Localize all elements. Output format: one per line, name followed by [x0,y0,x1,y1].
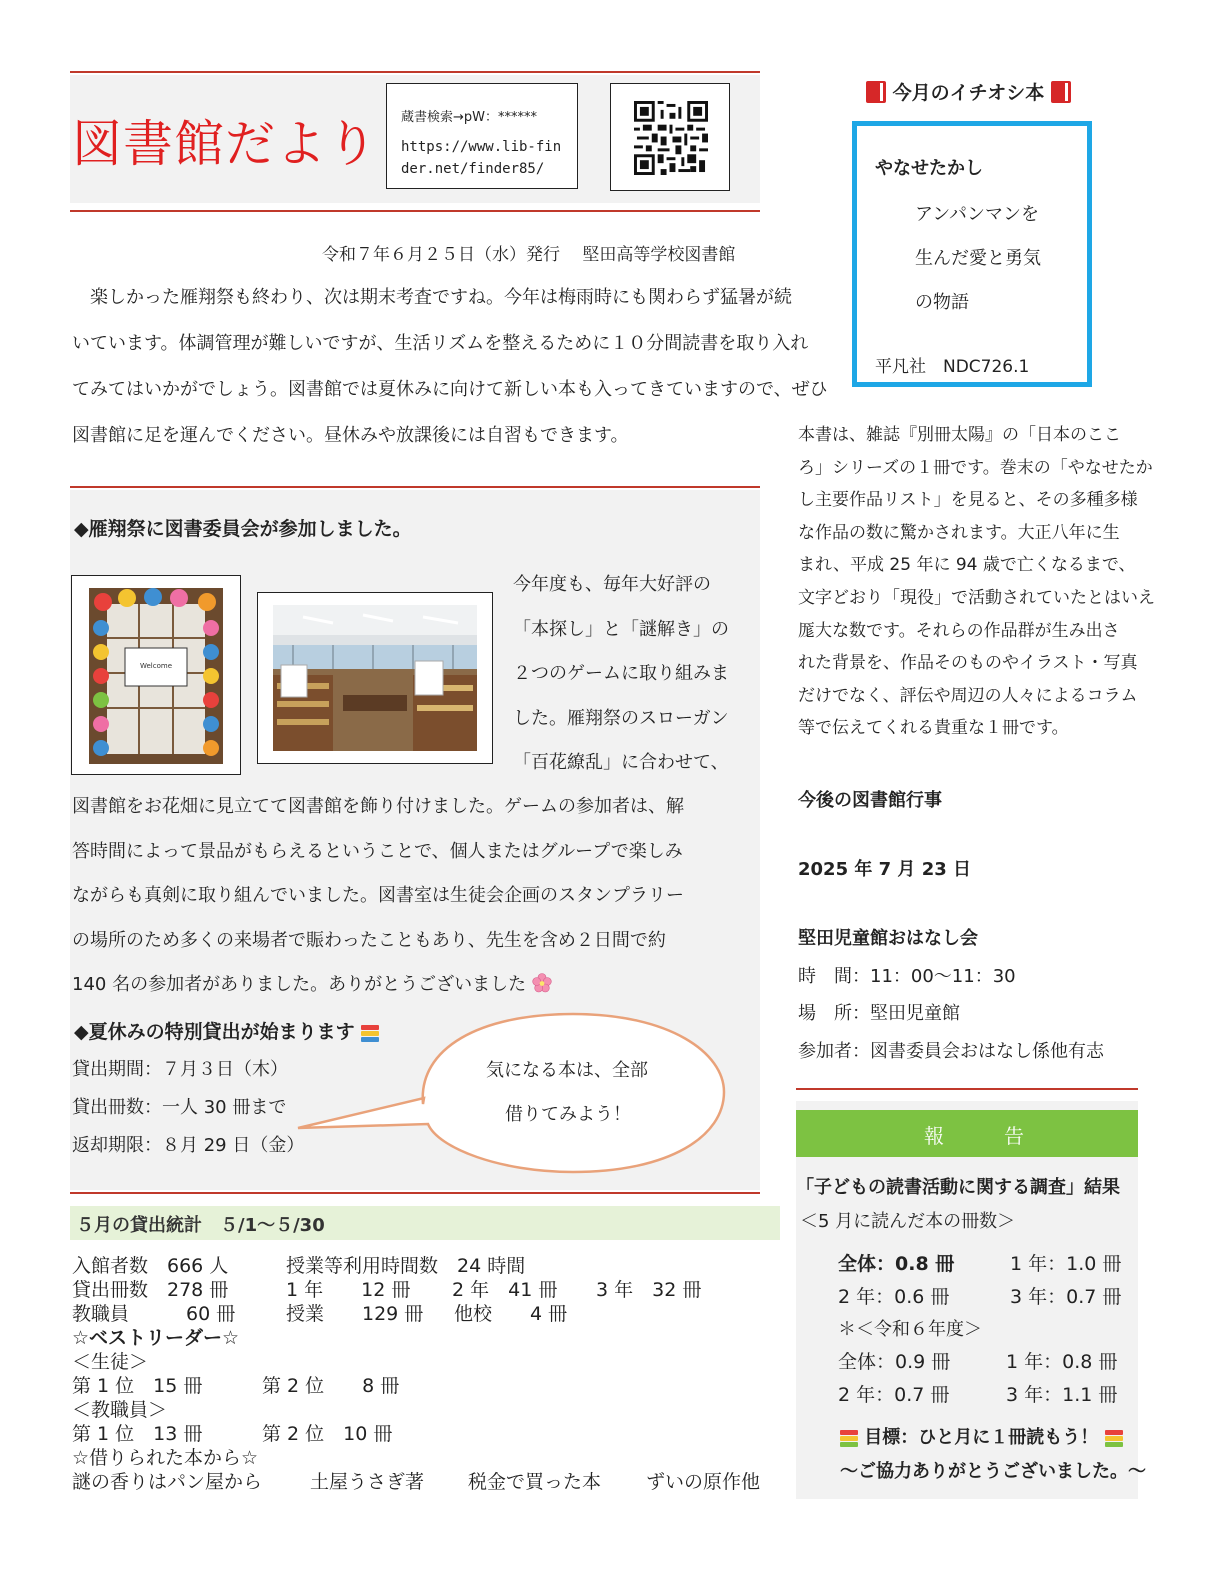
report-grade2-2025: 2 年：0.6 冊 [838,1286,950,1308]
summer-return: 返却期限：８月 29 日（金） [72,1135,305,1156]
festival-line: の場所のため多くの来場者で賑わったこともあり、先生を含め２日間で約 [72,929,666,951]
stat-grade2: 2 年 41 冊 [452,1279,558,1301]
pick-publisher: 平凡社 NDC726.1 [875,357,1030,377]
pick-heading: 今月のイチオシ本 [892,82,1045,104]
stats-row-staff [72,1299,568,1326]
red-book-icon [866,81,886,103]
report-grade1-2024: 1 年：0.8 冊 [1006,1351,1118,1373]
intro-paragraph [72,280,828,464]
festival-line: 答時間によって景品がもらえるということで、個人またはグループで楽しみ [72,840,683,862]
search-info-box [386,83,578,189]
student-rank1: 第 1 位 15 冊 [72,1375,203,1397]
festival-bottom-rule [70,1192,760,1194]
festival-line-last [72,965,684,1010]
catalog-url-link[interactable]: https://www.lib-finder.net/finder85/ [401,139,562,177]
report-title: 「子どもの読書活動に関する調査」結果 [796,1177,1120,1198]
bubble-line: 気になる本は、全部 [486,1060,648,1081]
festival-line: 図書館をお花畑に見立てて図書館を飾り付けました。ゲームの参加者は、解 [72,796,684,817]
desc-line: れた背景を、作品そのものやイラスト・写真 [798,653,1138,674]
desc-line: し主要作品リスト」を見ると、その多種多様 [798,490,1138,511]
borrowed-books [72,1467,761,1494]
summer-heading: ◆夏休みの特別貸出が始まります [74,1021,355,1043]
event-name: 堅田児童館おはなし会 [798,928,978,949]
qr-code-box [610,83,730,191]
summer-count: 貸出冊数：一人 30 冊まで [72,1097,287,1118]
festival-line: した。雁翔祭のスローガン [513,707,729,729]
festival-last-text: 140 名の参加者がありました。ありがとうございました [72,974,527,995]
pick-title-line: 生んだ愛と勇気 [915,248,1041,269]
festival-heading: ◆雁翔祭に図書委員会が参加しました。 [74,518,412,540]
intro-line: いています。体調管理が難しいですが、生活リズムを整えるために１０分間読書を取り入れ [72,333,809,354]
stat-class-hours: 授業等利用時間数 24 時間 [286,1255,526,1277]
speech-bubble [290,1008,730,1178]
header-bottom-rule [70,210,760,212]
pick-title-line: アンパンマンを [915,204,1040,225]
festival-line: 「本探し」と「謎解き」の [513,618,729,640]
students-label: ＜生徒＞ [72,1351,149,1373]
summer-details [72,1055,304,1169]
photo-frame-decorated-door [71,575,241,775]
pick-title-line: の物語 [915,292,969,313]
books-stack-icon [1105,1429,1123,1447]
stat-visitors: 入館者数 666 人 [72,1255,229,1277]
festival-line: 「百花繚乱」に合わせて、 [513,752,729,773]
report-goal-row [840,1423,1123,1449]
pick-book-card [852,121,1092,387]
stats-row-visitors [72,1251,526,1278]
report-total-2024: 全体：0.9 冊 [838,1351,951,1373]
stat-grade1: 1 年 12 冊 [286,1279,411,1301]
staff-ranking [72,1419,393,1446]
report-thanks: ～ご協力ありがとうございました。～ [840,1461,1146,1482]
intro-line: てみてはいかがでしょう。図書館では夏休みに向けて新しい本も入ってきていますので、ぜひ [72,379,828,400]
festival-top-rule [70,486,760,488]
desc-line: な作品の数に驚かされます。大正八年に生 [798,522,1120,543]
best-reader-title: ☆ベストリーダー☆ [72,1327,240,1349]
staff-rank2: 第 2 位 10 冊 [262,1423,393,1445]
pick-heading-row [866,78,1071,105]
student-rank2: 第 2 位 8 冊 [262,1375,400,1397]
desc-line: 本書は、雑誌『別冊太陽』の「日本のここ [798,425,1121,445]
report-prev-label: ＊＜令和６年度＞ [838,1319,982,1340]
flower-icon [532,973,552,993]
desc-line: 等で伝えてくれる貴重な１冊です。 [798,718,1069,739]
stats-row-loans [72,1275,702,1302]
event-date: 2025 年 7 月 23 日 [798,859,972,880]
festival-line: ながらも真剣に取り組んでいました。図書室は生徒会企画のスタンプラリー [72,885,684,906]
red-book-icon [1051,81,1071,103]
festival-right-text [513,565,729,788]
pick-description [798,420,1155,746]
summer-period: 貸出期間：７月３日（木） [72,1059,288,1080]
events-heading: 今後の図書館行事 [798,790,942,811]
desc-line: だけでなく、評伝や周辺の人々によるコラム [798,685,1138,706]
library-room-photo [273,605,477,751]
photo-frame-library-room [257,592,493,764]
intro-line: 楽しかった雁翔祭も終わり、次は期末考査ですね。今年は梅雨時にも関わらず猛暑が続 [72,287,792,308]
intro-line: 図書館に足を運んでください。昼休みや放課後には自習もできます。 [72,425,629,446]
report-grade3-2025: 3 年：0.7 冊 [1010,1286,1122,1308]
report-top-rule [796,1088,1138,1090]
staff-rank1: 第 1 位 13 冊 [72,1423,203,1445]
bubble-line: 借りてみよう！ [505,1104,631,1125]
report-total-2025: 全体：0.8 冊 [838,1253,955,1275]
svg-text:Welcome: Welcome [139,662,173,670]
borrowed-book-1-author: 土屋うさぎ著 [310,1471,425,1493]
desc-line: 厖大な数です。それらの作品群が生み出さ [798,620,1120,641]
qr-code-icon[interactable] [634,101,708,175]
staff-label: ＜教職員＞ [72,1399,168,1421]
report-grade1-2025: 1 年：1.0 冊 [1010,1253,1122,1275]
stat-other-school: 他校 4 冊 [454,1303,568,1325]
decorated-door-photo [89,588,223,764]
stat-grade3: 3 年 32 冊 [596,1279,702,1301]
report-band-label: 報 告 [924,1124,1024,1148]
issue-date-line: 令和７年６月２５日（水）発行 堅田高等学校図書館 [322,245,736,265]
search-password-label: 蔵書検索→pW：****** [401,110,537,125]
borrowed-book-2: 税金で買った本 [468,1471,602,1493]
stat-staff: 教職員 60 冊 [72,1303,236,1325]
desc-line: ろ」シリーズの１冊です。巻末の「やなせたか [798,457,1153,478]
report-grade2-2024: 2 年：0.7 冊 [838,1384,950,1406]
report-grade3-2024: 3 年：1.1 冊 [1006,1384,1118,1406]
festival-body-text [72,787,684,1010]
borrowed-book-2-author: ずいの原作他 [646,1471,761,1493]
students-ranking [72,1371,400,1398]
report-goal: 目標：ひと月に１冊読もう！ [864,1427,1099,1448]
festival-line: ２つのゲームに取り組みま [513,663,729,684]
books-stack-icon [840,1429,858,1447]
report-subtitle: ＜5 月に読んだ本の冊数＞ [800,1211,1016,1232]
stat-loans: 貸出冊数 278 冊 [72,1279,229,1301]
header-top-rule [70,71,760,73]
stats-heading: ５月の貸出統計 ５/1～５/30 [76,1215,325,1236]
borrowed-book-1: 謎の香りはパン屋から [72,1471,263,1493]
event-participants: 参加者：図書委員会おはなし係他有志 [798,1041,1104,1062]
event-place: 場 所：堅田児童館 [798,1003,960,1024]
desc-line: まれ、平成 25 年に 94 歳で亡くなるまで、 [798,555,1136,576]
borrowed-title: ☆借りられた本から☆ [72,1447,259,1469]
festival-line: 今年度も、毎年大好評の [513,574,711,595]
desc-line: 文字どおり「現役」で活動されていたとはいえ [798,587,1155,608]
event-time: 時 間：11：00～11：30 [798,966,1016,987]
pick-author: やなせたかし [875,158,983,179]
stat-class: 授業 129 冊 [286,1303,424,1325]
page-title: 図書館だより [72,115,378,173]
